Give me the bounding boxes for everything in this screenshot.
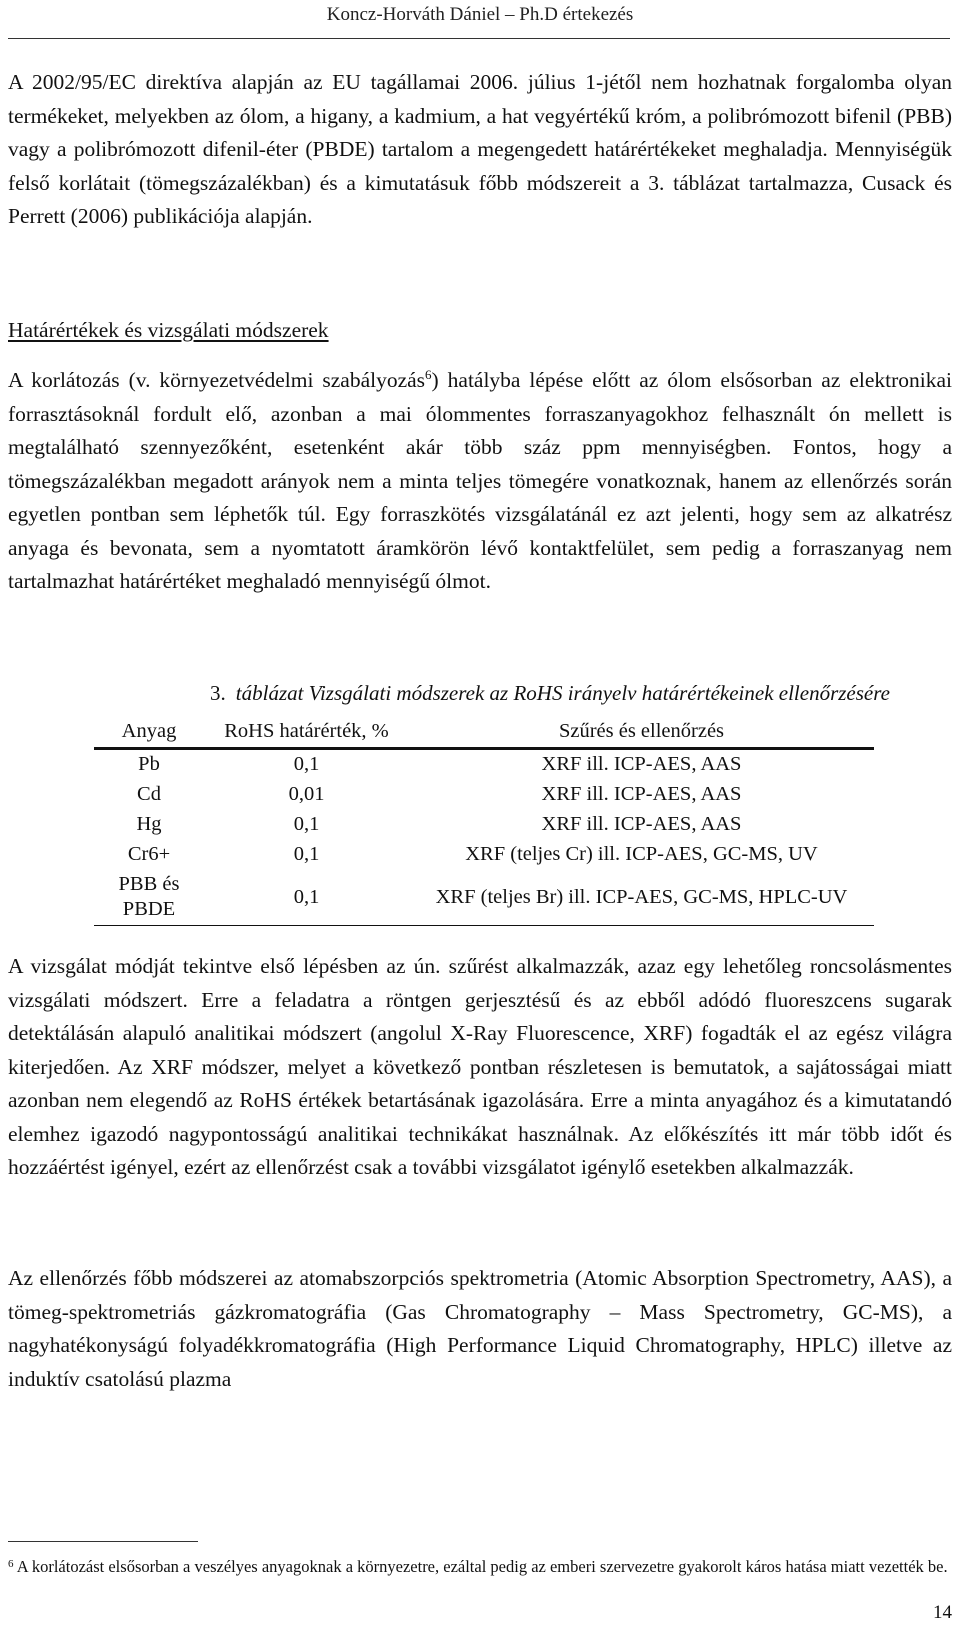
section-heading: Határértékek és vizsgálati módszerek	[8, 318, 329, 342]
table-row	[94, 810, 874, 840]
table-row	[94, 840, 874, 870]
table-row	[94, 780, 874, 810]
rohs-methods-table	[94, 718, 874, 926]
cell-material: Cr6+	[127, 843, 171, 865]
header-method: Szűrés és ellenőrzés	[409, 718, 874, 749]
table-caption	[0, 681, 960, 706]
cell-method: XRF ill. ICP-AES, AAS	[541, 813, 742, 835]
paragraph-verification-methods: Az ellenőrzés főbb módszerei az atomabszorpciós spektrometria (Atomic Absorption Spectrometry, AAS), a tömeg-spektrometriás gázkromatográfia (Gas Chromatography – Mass Spectrometry, GC-MS), a nagyhatékonyságú folyadékkromatográfia (High Performance Liquid Chromatography, HPLC) illetve az induktív csatolású plazma	[8, 1266, 952, 1391]
paragraph-screening: A vizsgálat módját tekintve első lépésben az ún. szűrést alkalmazzák, azaz egy lehetőleg roncsolásmentes vizsgálati módszert. Erre a feladatra a röntgen gerjesztésű és az ebből adódó fluoreszcens sugarak detektálásán alapuló analitikai módszert (angolul X-Ray Fluorescence, XRF) fogadták el az egész világra kiterjedően. Az XRF módszer, melyet a következő pontban részletesen is bemutatok, a sajátosságai miatt azonban nem elegendő az RoHS értékek betartásának igazolására. Erre a minta anyagához és a kimutatandó elemhez igazodó nagypontosságú analitikai technikákat használnak. Az előkészítés itt már több időt és hozzáértést igényel, ezért az ellenőrzést csak a további vizsgálatot igénylő esetekben alkalmazzák.	[8, 954, 952, 1179]
table-caption-number: 3.	[210, 681, 226, 705]
header-rule	[8, 38, 950, 39]
header-material: Anyag	[94, 718, 204, 749]
page-number: 14	[933, 1602, 952, 1623]
footnote-text: A korlátozást elsősorban a veszélyes anyagoknak a környezetre, ezáltal pedig az emberi szervezetre gyakorolt káros hatása miatt vezették be.	[13, 1557, 948, 1576]
header-limit: RoHS határérték, %	[204, 718, 409, 749]
paragraph-text-start: A korlátozás (v. környezetvédelmi szabályozás	[8, 368, 426, 392]
cell-method: XRF ill. ICP-AES, AAS	[541, 783, 742, 805]
cell-method: XRF ill. ICP-AES, AAS	[541, 753, 742, 775]
table-row	[94, 870, 874, 926]
cell-limit: 0,1	[293, 753, 320, 775]
cell-limit: 0,1	[204, 870, 409, 926]
paragraph-restriction	[8, 364, 952, 599]
cell-material: Pb	[138, 753, 160, 775]
cell-material: PBB és PBDE	[94, 870, 204, 926]
footnote-reference: 6	[425, 367, 432, 382]
footnote-separator	[8, 1541, 198, 1542]
cell-limit: 0,01	[288, 783, 325, 805]
running-header: Koncz-Horváth Dániel – Ph.D értekezés	[326, 4, 634, 25]
cell-material: Cd	[137, 783, 161, 805]
table-row	[94, 749, 874, 781]
table-header-row	[94, 718, 874, 749]
cell-method: XRF (teljes Br) ill. ICP-AES, GC-MS, HPLC-UV	[409, 870, 874, 926]
cell-material: Hg	[136, 813, 162, 835]
cell-limit: 0,1	[293, 843, 320, 865]
table-caption-text: táblázat Vizsgálati módszerek az RoHS irányelv határértékeinek ellenőrzésére	[235, 681, 890, 705]
paragraph-text-end: ) hatályba lépése előtt az ólom elsősorban az elektronikai forrasztásoknál fordult elő, azonban a mai ólommentes forraszanyagokhoz felhasznált ón mellett is megtalálható szennyezőként, esetenként akár több száz ppm mennyiségben. Fontos, hogy a tömegszázalékban megadott arányok nem a minta teljes tömegére vonatkoznak, hanem az ellenőrzés során egyetlen pontban sem léphetők túl. Egy forraszkötés vizsgálatánál ez azt jelenti, hogy sem az alkatrész anyaga és bevonata, sem a nyomtatott áramkörön lévő kontaktfelület, sem pedig a forraszanyag nem tartalmazhat határértéket meghaladó mennyiségű ólmot.	[8, 368, 952, 593]
footnote-marker: 6	[8, 1558, 14, 1570]
cell-limit: 0,1	[293, 813, 320, 835]
footnote	[8, 1555, 952, 1578]
intro-paragraph: A 2002/95/EC direktíva alapján az EU tagállamai 2006. július 1-jétől nem hozhatnak forgalomba olyan termékeket, melyekben az ólom, a higany, a kadmium, a hat vegyértékű króm, a polibrómozott bifenil (PBB) vagy a polibrómozott difenil-éter (PBDE) tartalom a megengedett határértékeket meghaladja. Mennyiségük felső korlátait (tömegszázalékban) és a kimutatásuk főbb módszereit a 3. táblázat tartalmazza, Cusack és Perrett (2006) publikációja alapján.	[8, 70, 952, 228]
cell-method: XRF (teljes Cr) ill. ICP-AES, GC-MS, UV	[465, 843, 818, 865]
